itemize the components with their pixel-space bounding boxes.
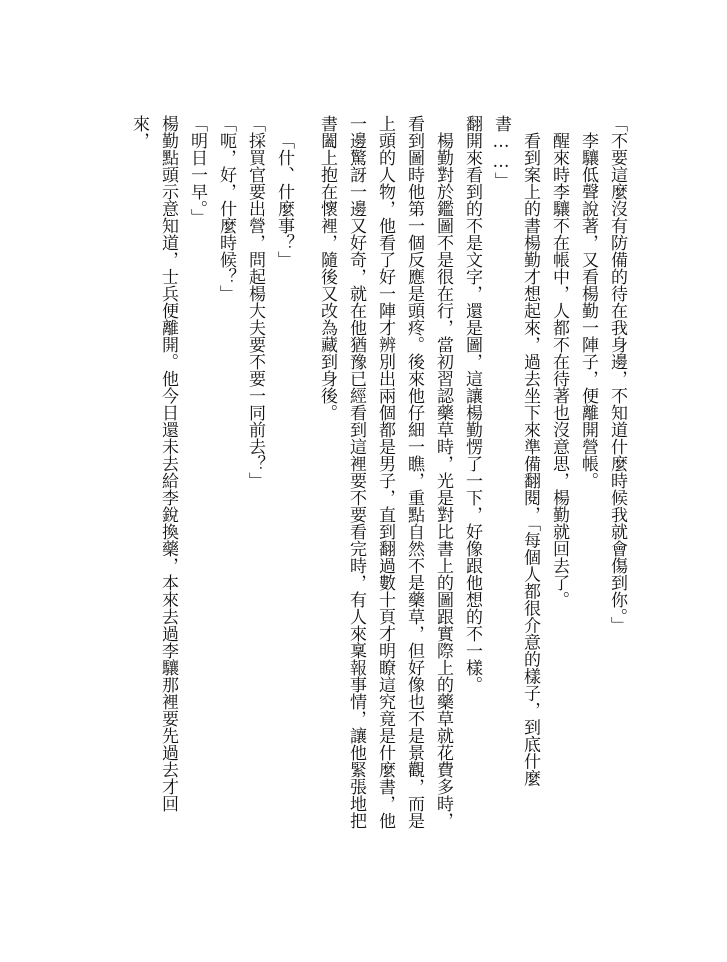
paragraph-3: 醒來時李驤不在帳中，人都不在待著也沒意思，楊勤就回去了。 xyxy=(549,132,569,608)
paragraph-5: 翻開來看到的不是文字，還是圖，這讓楊勤愣了一下，好像跟他想的不一樣。 xyxy=(462,115,482,693)
paragraph-6: 楊勤對於鑑圖不是很在行，當初習認藥草時，光是對比書上的圖跟實際上的藥草就花費多時，看到圖時他第一個反應是頭疼。後來他仔細一瞧，重點自然不是藥草，但好像也不是景觀，而是上頭的人物，他看了好一陣才辨別出兩個都是男子，直到翻過數十頁才明瞭這究竟是什麼書，他一邊驚訝一邊又好奇，就在他猶豫已經看到這裡要不要看完時，有人來稟報事情，讓他緊張地把書闔上抱在懷裡，隨後又改為藏到身後。 xyxy=(317,115,453,829)
paragraph-8: 「採買官要出營，問起楊大夫要不要一同前去？」 xyxy=(245,115,265,489)
paragraph-4: 看到案上的書楊勤才想起來，過去坐下來準備翻閱，「每個人都很介意的樣子，到底什麼書……」 xyxy=(491,115,540,787)
paragraph-7: 「什、什麼事？」 xyxy=(274,132,294,268)
paragraph-11: 楊勤點頭示意知道，士兵便離開。他今日還未去給李銳換藥，本來去過李驤那裡要先過去才回來， xyxy=(129,115,178,812)
paragraph-10: 「明日一早。」 xyxy=(187,115,207,226)
paragraph-2: 李驤低聲說著，又看楊勤一陣子，便離開營帳。 xyxy=(578,132,598,489)
vertical-text-block xyxy=(124,115,631,845)
paragraph-1: 「不要這麼沒有防備的待在我身邊，不知道什麼時候我就會傷到你。」 xyxy=(607,115,627,634)
paragraph-9: 「呃，好，什麼時候？」 xyxy=(216,115,236,302)
